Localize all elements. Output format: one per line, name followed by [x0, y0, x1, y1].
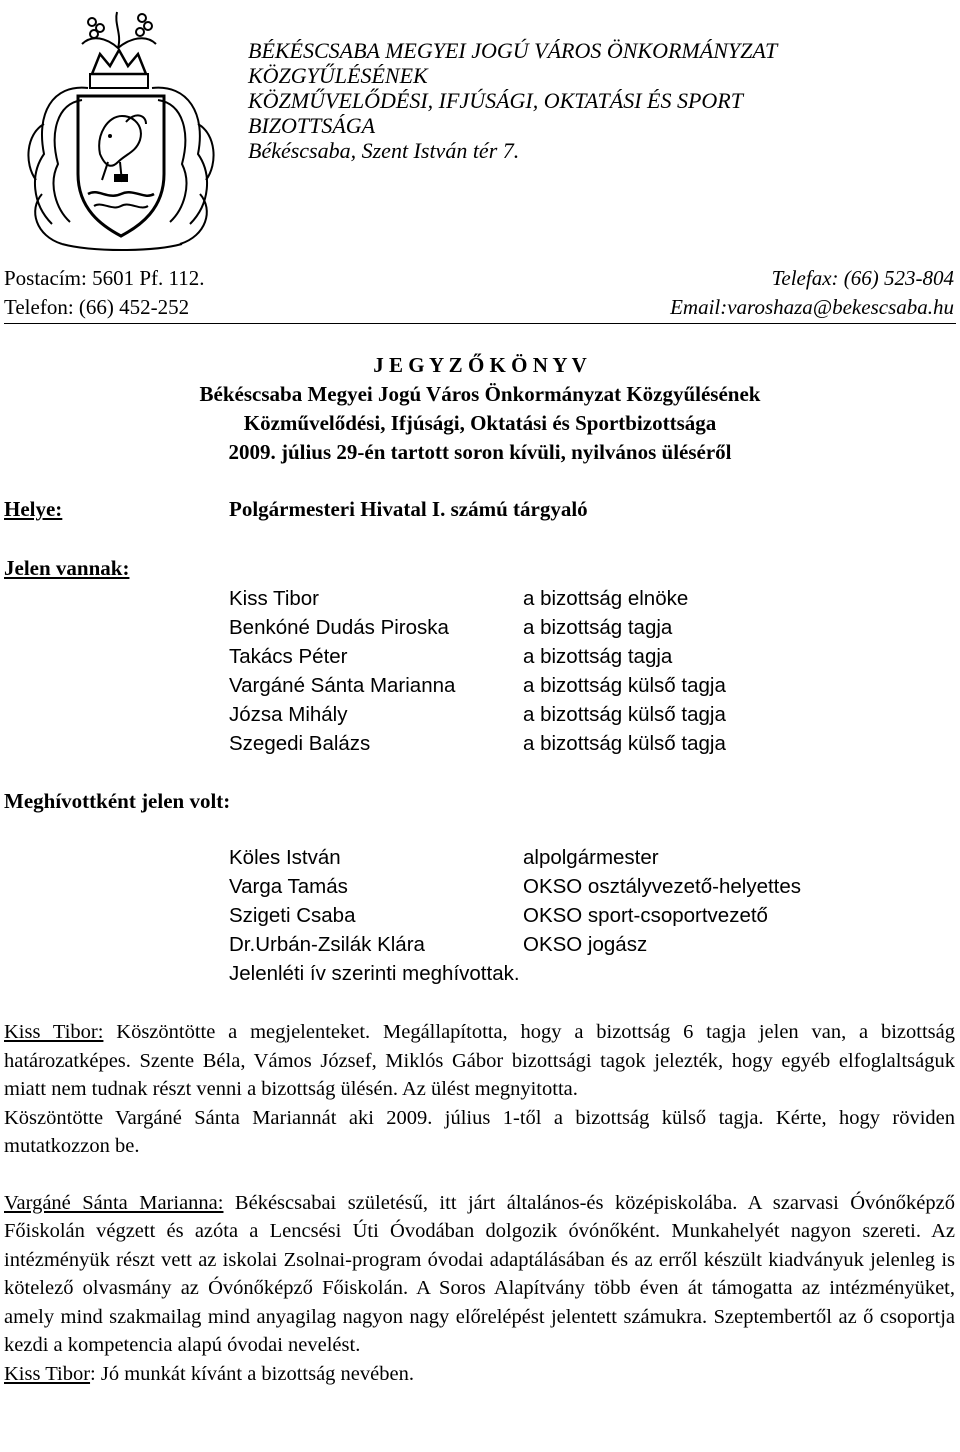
minutes-paragraph — [4, 1360, 955, 1389]
organization-block — [248, 38, 777, 163]
invitee-role: OKSO sport-csoportvezető — [523, 904, 768, 927]
coat-of-arms-emblem — [22, 4, 222, 254]
invited-names — [229, 843, 520, 988]
org-line: BIZOTTSÁGA — [248, 113, 376, 138]
org-address: Békéscsaba, Szent István tér 7. — [248, 138, 520, 163]
member-role: a bizottság külső tagja — [523, 703, 726, 726]
invitee-role: alpolgármester — [523, 846, 659, 869]
member-name: Szegedi Balázs — [229, 732, 371, 755]
paragraph-text: Békéscsabai születésű, itt járt általános-és középiskolába. A szarvasi Óvónőképző Főiskolán végzett és azóta a Lencsési Úti Óvodában dolgozik óvónőként. Munkahelyét nagyon szereti. Az intézményük részt vett az iskolai Zsolnai-program óvodai adaptálásában és az erről készült kiadványuk jelenleg is kötelező olvasmány az Óvónőképző Főiskolán. A Soros Alapítvány több éven át támogatta az intézményüket, amely mind szakmailag mind anyagilag nagyon nagy előrelépést jelentett számukra. Szeptembertől az ő csoportja kezdi a kompetencia alapú óvodai nevelést. — [4, 1191, 956, 1356]
org-line: BÉKÉSCSABA MEGYEI JOGÚ VÁROS ÖNKORMÁNYZAT — [248, 38, 778, 63]
minutes-paragraph — [4, 1104, 955, 1161]
title-line-3: 2009. július 29-én tartott soron kívüli, nyilvános üléséről — [228, 440, 732, 464]
minutes-paragraph — [4, 1189, 955, 1360]
member-name: Kiss Tibor — [229, 587, 319, 610]
invitee-name: Varga Tamás — [229, 875, 348, 898]
phone-number: Telefon: (66) 452-252 — [4, 295, 190, 319]
minutes-paragraph — [4, 1018, 955, 1104]
fax-number: Telefax: (66) 523-804 — [771, 266, 954, 290]
postal-address: Postacím: 5601 Pf. 112. — [4, 266, 205, 290]
invitee-role: OKSO osztályvezető-helyettes — [523, 875, 802, 898]
location-value: Polgármesteri Hivatal I. számú tárgyaló — [229, 497, 588, 521]
invited-roles — [523, 843, 801, 959]
member-name: Józsa Mihály — [229, 703, 348, 726]
member-role: a bizottság tagja — [523, 616, 673, 639]
invited-label: Meghívottként jelen volt: — [4, 789, 231, 813]
member-role: a bizottság külső tagja — [523, 674, 726, 697]
present-roles — [523, 584, 726, 758]
title-line-1: Békéscsaba Megyei Jogú Város Önkormányzat Közgyűlésének — [199, 382, 761, 406]
speaker-name: Vargáné Sánta Marianna: — [4, 1191, 224, 1214]
member-role: a bizottság tagja — [523, 645, 673, 668]
member-name: Benkóné Dudás Piroska — [229, 616, 449, 639]
invitee-name: Dr.Urbán-Zsilák Klára — [229, 933, 425, 956]
email-address: Email:varoshaza@bekescsaba.hu — [670, 295, 954, 319]
invited-note: Jelenléti ív szerinti meghívottak. — [229, 962, 520, 985]
invitee-role: OKSO jogász — [523, 933, 648, 956]
location-label: Helye: — [4, 497, 63, 521]
member-role: a bizottság elnöke — [523, 587, 689, 610]
present-names — [229, 584, 455, 758]
speaker-name: Kiss Tibor: — [4, 1021, 104, 1043]
paragraph-text: Köszöntötte a megjelenteket. Megállapította, hogy a bizottság 6 tagja jelen van, a bizottság határozatképes. Szente Béla, Vámos József, Miklós Gábor bizottsági tagok jelezték, hogy egyéb elfoglaltságuk miatt nem tudnak részt venni a bizottság ülésén. Az ülést megnyitotta. — [4, 1021, 955, 1100]
org-line: KÖZMŰVELŐDÉSI, IFJÚSÁGI, OKTATÁSI ÉS SPORT — [248, 88, 743, 113]
invitee-name: Szigeti Csaba — [229, 904, 356, 927]
paragraph-text: : Jó munkát kívánt a bizottság nevében. — [90, 1362, 414, 1385]
paragraph-text: Köszöntötte Vargáné Sánta Mariannát aki 2009. július 1-től a bizottság külső tagja. Kérte, hogy röviden mutatkozzon be. — [4, 1106, 955, 1157]
invitee-name: Köles István — [229, 846, 341, 869]
present-label: Jelen vannak: — [4, 556, 130, 580]
header-divider — [4, 323, 956, 324]
document-title: J E G Y Z Ő K Ö N Y V — [373, 353, 587, 377]
speaker-name: Kiss Tibor — [4, 1362, 91, 1385]
member-role: a bizottság külső tagja — [523, 732, 726, 755]
member-name: Vargáné Sánta Marianna — [229, 674, 456, 697]
title-line-2: Közművelődési, Ifjúsági, Oktatási és Sportbizottsága — [243, 411, 717, 435]
org-line: KÖZGYŰLÉSÉNEK — [248, 63, 428, 88]
member-name: Takács Péter — [229, 645, 348, 668]
minutes-body — [4, 1018, 955, 1388]
